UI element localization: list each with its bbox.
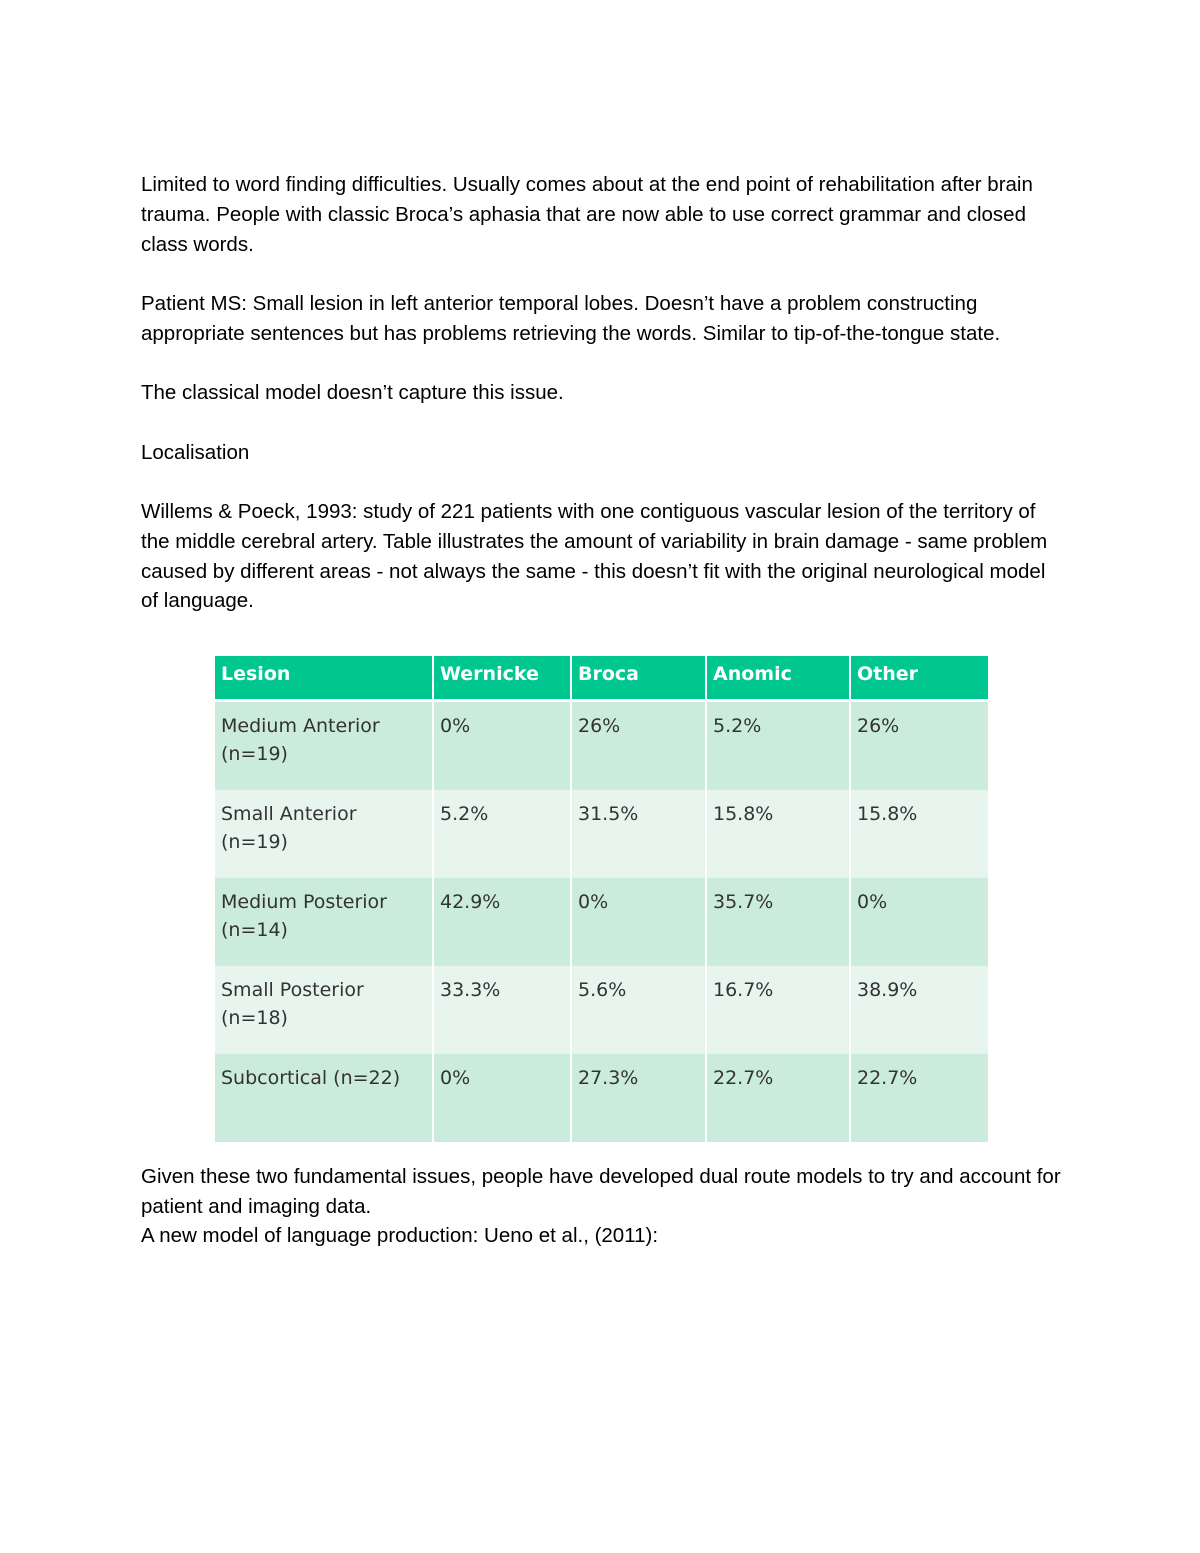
table-cell: 26%	[572, 702, 707, 790]
header-broca: Broca	[572, 656, 707, 702]
table-cell: 31.5%	[572, 790, 707, 878]
table-row	[215, 966, 988, 1054]
header-anomic: Anomic	[707, 656, 851, 702]
header-lesion: Lesion	[215, 656, 434, 702]
table-cell: Medium Anterior (n=19)	[215, 702, 434, 790]
lesion-table-container	[215, 656, 988, 1118]
table-cell: 16.7%	[707, 966, 851, 1054]
paragraph-dual-route: Given these two fundamental issues, people have developed dual route models to try and account for patient and imaging data.	[141, 1165, 1061, 1218]
table-cell: Medium Posterior (n=14)	[215, 878, 434, 966]
table-cell: 22.7%	[851, 1054, 988, 1142]
table-cell: Small Posterior (n=18)	[215, 966, 434, 1054]
table-cell: 33.3%	[434, 966, 572, 1054]
table-row	[215, 1054, 988, 1142]
table-cell: 5.2%	[707, 702, 851, 790]
table-cell: 22.7%	[707, 1054, 851, 1142]
table-cell: 42.9%	[434, 878, 572, 966]
table-cell: 27.3%	[572, 1054, 707, 1142]
lesion-aphasia-table	[215, 656, 988, 1142]
paragraph-word-finding: Limited to word finding difficulties. Usually comes about at the end point of rehabilitation after brain trauma. People with classic Broca’s aphasia that are now able to use correct grammar and closed class words.	[141, 173, 1033, 256]
table-cell: 5.6%	[572, 966, 707, 1054]
section-heading-localisation: Localisation	[141, 441, 250, 464]
table-cell: 0%	[434, 702, 572, 790]
table-cell: Small Anterior (n=19)	[215, 790, 434, 878]
table-cell: 35.7%	[707, 878, 851, 966]
table-row	[215, 702, 988, 790]
header-wernicke: Wernicke	[434, 656, 572, 702]
table-cell: 15.8%	[851, 790, 988, 878]
table-cell: 38.9%	[851, 966, 988, 1054]
paragraph-willems-poeck: Willems & Poeck, 1993: study of 221 patients with one contiguous vascular lesion of the territory of the middle cerebral artery. Table illustrates the amount of variability in brain damage - same problem caused by different areas - not always the same - this doesn’t fit with the original neurological model of language.	[141, 500, 1048, 613]
table-cell: 0%	[851, 878, 988, 966]
table-cell: 0%	[572, 878, 707, 966]
paragraph-classical-model: The classical model doesn’t capture this issue.	[141, 381, 564, 404]
header-other: Other	[851, 656, 988, 702]
table-row	[215, 878, 988, 966]
table-cell: 15.8%	[707, 790, 851, 878]
paragraph-new-model: A new model of language production: Ueno et al., (2011):	[141, 1224, 659, 1247]
table-cell: Subcortical (n=22)	[215, 1054, 434, 1142]
table-header-row	[215, 656, 988, 702]
table-cell: 5.2%	[434, 790, 572, 878]
table-cell: 0%	[434, 1054, 572, 1142]
table-row	[215, 790, 988, 878]
table-cell: 26%	[851, 702, 988, 790]
paragraph-patient-ms: Patient MS: Small lesion in left anterior temporal lobes. Doesn’t have a problem constructing appropriate sentences but has problems retrieving the words. Similar to tip-of-the-tongue state.	[141, 292, 1001, 345]
